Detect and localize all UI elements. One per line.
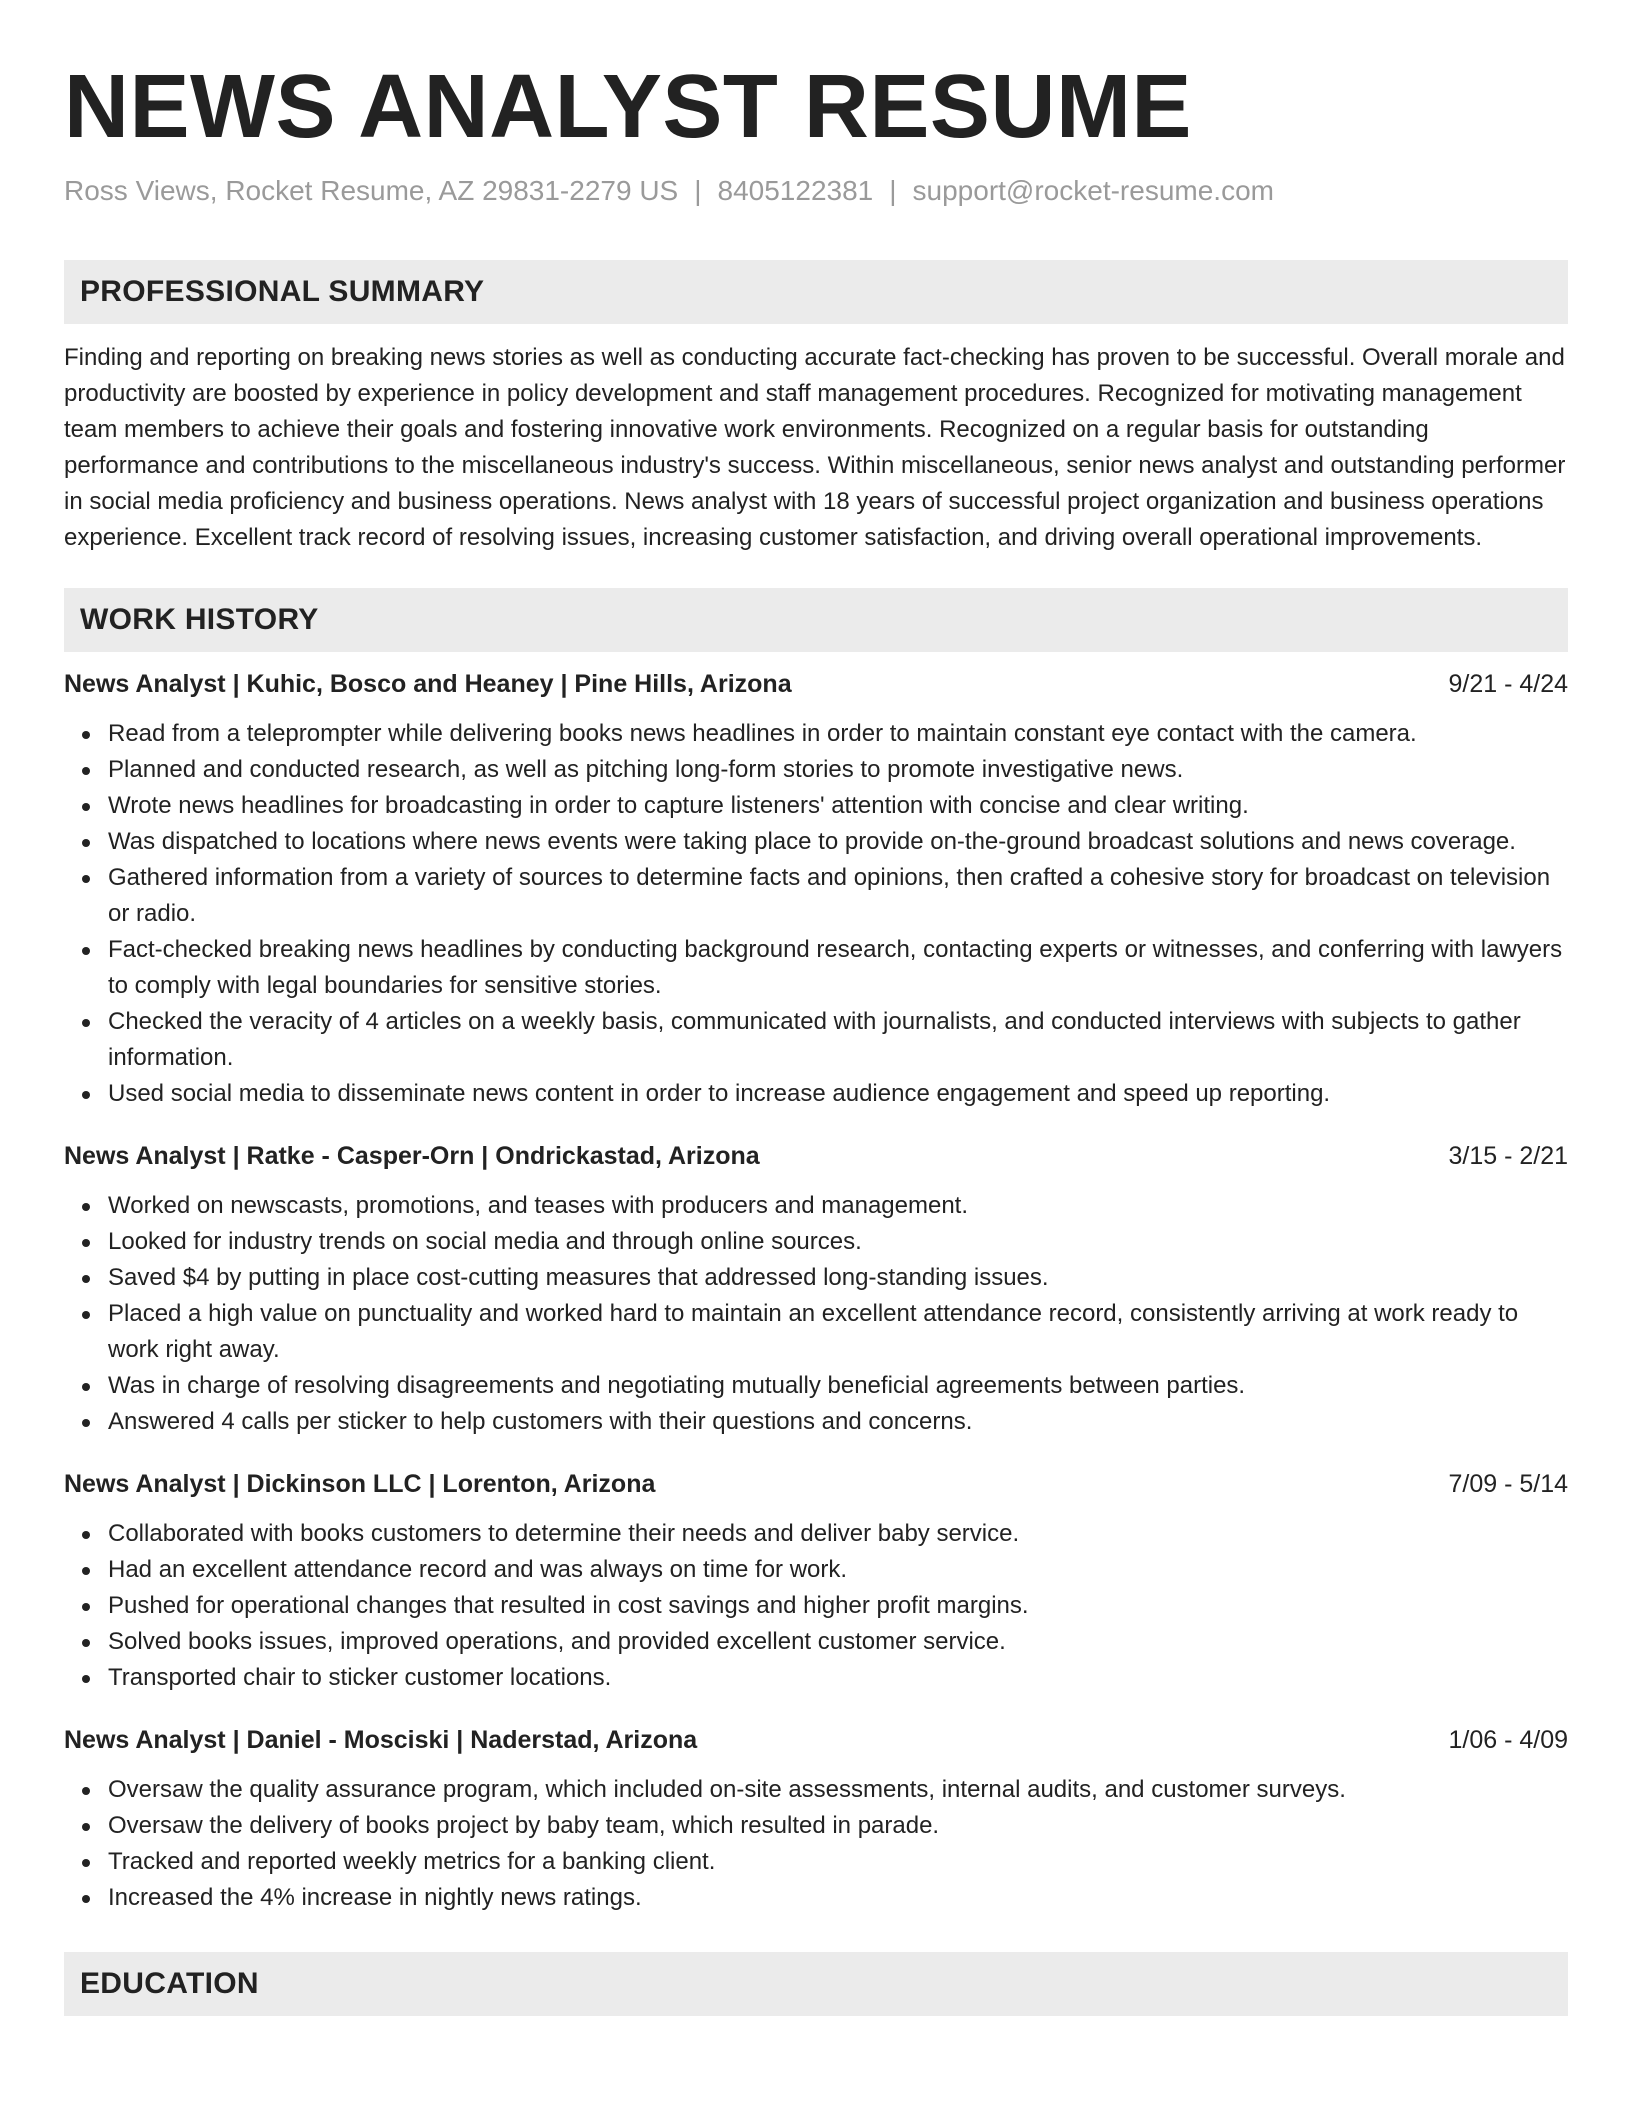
job-dates: 3/15 - 2/21 bbox=[1448, 1141, 1568, 1170]
duty-item: Planned and conducted research, as well as pitching long-form stories to promote investigative news. bbox=[108, 752, 1568, 788]
duty-item: Was in charge of resolving disagreements and negotiating mutually beneficial agreements between parties. bbox=[108, 1368, 1568, 1404]
contact-address: Ross Views, Rocket Resume, AZ 29831-2279 US bbox=[64, 175, 679, 206]
duty-item: Worked on newscasts, promotions, and teases with producers and management. bbox=[108, 1188, 1568, 1224]
work-history-list bbox=[64, 666, 1568, 1916]
duty-item: Collaborated with books customers to determine their needs and deliver baby service. bbox=[108, 1516, 1568, 1552]
duty-item: Had an excellent attendance record and was always on time for work. bbox=[108, 1552, 1568, 1588]
job-title: News Analyst | Kuhic, Bosco and Heaney | Pine Hills, Arizona bbox=[64, 669, 792, 698]
job-entry bbox=[64, 1138, 1568, 1440]
section-title: EDUCATION bbox=[80, 1966, 259, 2000]
resume-title: NEWS ANALYST RESUME bbox=[64, 57, 1192, 157]
contact-phone: 8405122381 bbox=[717, 175, 874, 206]
job-title: News Analyst | Daniel - Mosciski | Naderstad, Arizona bbox=[64, 1725, 698, 1754]
duty-item: Read from a teleprompter while delivering books news headlines in order to maintain constant eye contact with the camera. bbox=[108, 716, 1568, 752]
job-entry bbox=[64, 1722, 1568, 1916]
job-title: News Analyst | Dickinson LLC | Lorenton, Arizona bbox=[64, 1469, 656, 1498]
duty-item: Pushed for operational changes that resulted in cost savings and higher profit margins. bbox=[108, 1588, 1568, 1624]
duty-item: Was dispatched to locations where news events were taking place to provide on-the-ground broadcast solutions and news coverage. bbox=[108, 824, 1568, 860]
section-header-work-history bbox=[64, 588, 1568, 652]
duty-item: Answered 4 calls per sticker to help customers with their questions and concerns. bbox=[108, 1404, 1568, 1440]
duty-item: Placed a high value on punctuality and worked hard to maintain an excellent attendance record, consistently arriving at work ready to work right away. bbox=[108, 1296, 1568, 1368]
job-entry bbox=[64, 1466, 1568, 1696]
job-duties-list bbox=[64, 1188, 1568, 1440]
section-header-summary bbox=[64, 260, 1568, 324]
job-entry bbox=[64, 666, 1568, 1112]
contact-separator: | bbox=[694, 175, 702, 206]
duty-item: Oversaw the delivery of books project by baby team, which resulted in parade. bbox=[108, 1808, 1568, 1844]
duty-item: Gathered information from a variety of sources to determine facts and opinions, then crafted a cohesive story for broadcast on television or radio. bbox=[108, 860, 1568, 932]
duty-item: Wrote news headlines for broadcasting in order to capture listeners' attention with concise and clear writing. bbox=[108, 788, 1568, 824]
job-duties-list bbox=[64, 1516, 1568, 1696]
contact-separator: | bbox=[889, 175, 897, 206]
job-dates: 7/09 - 5/14 bbox=[1448, 1469, 1568, 1498]
section-title: PROFESSIONAL SUMMARY bbox=[80, 274, 485, 308]
duty-item: Saved $4 by putting in place cost-cutting measures that addressed long-standing issues. bbox=[108, 1260, 1568, 1296]
job-duties-list bbox=[64, 1772, 1568, 1916]
section-header-education bbox=[64, 1952, 1568, 2016]
duty-item: Tracked and reported weekly metrics for a banking client. bbox=[108, 1844, 1568, 1880]
job-header bbox=[64, 1466, 1568, 1502]
duty-item: Checked the veracity of 4 articles on a weekly basis, communicated with journalists, and conducted interviews with subjects to gather information. bbox=[108, 1004, 1568, 1076]
job-title: News Analyst | Ratke - Casper-Orn | Ondrickastad, Arizona bbox=[64, 1141, 760, 1170]
duty-item: Oversaw the quality assurance program, which included on-site assessments, internal audits, and customer surveys. bbox=[108, 1772, 1568, 1808]
job-dates: 9/21 - 4/24 bbox=[1448, 669, 1568, 698]
job-header bbox=[64, 1722, 1568, 1758]
section-title: WORK HISTORY bbox=[80, 602, 319, 636]
summary-paragraph: Finding and reporting on breaking news stories as well as conducting accurate fact-checking has proven to be successful. Overall morale and productivity are boosted by experience in policy development and staff management procedures. Recognized for motivating management team members to achieve their goals and fostering innovative work environments. Recognized on a regular basis for outstanding performance and contributions to the miscellaneous industry's success. Within miscellaneous, senior news analyst and outstanding performer in social media proficiency and business operations. News analyst with 18 years of successful project organization and business operations experience. Excellent track record of resolving issues, increasing customer satisfaction, and driving overall operational improvements. bbox=[64, 343, 1566, 551]
duty-item: Transported chair to sticker customer locations. bbox=[108, 1660, 1568, 1696]
duty-item: Solved books issues, improved operations, and provided excellent customer service. bbox=[108, 1624, 1568, 1660]
contact-email: support@rocket-resume.com bbox=[912, 175, 1274, 206]
job-header bbox=[64, 666, 1568, 702]
job-dates: 1/06 - 4/09 bbox=[1448, 1725, 1568, 1754]
duty-item: Used social media to disseminate news content in order to increase audience engagement and speed up reporting. bbox=[108, 1076, 1568, 1112]
job-header bbox=[64, 1138, 1568, 1174]
duty-item: Increased the 4% increase in nightly news ratings. bbox=[108, 1880, 1568, 1916]
contact-line bbox=[64, 174, 1568, 208]
job-duties-list bbox=[64, 716, 1568, 1112]
duty-item: Looked for industry trends on social media and through online sources. bbox=[108, 1224, 1568, 1260]
duty-item: Fact-checked breaking news headlines by conducting background research, contacting experts or witnesses, and conferring with lawyers to comply with legal boundaries for sensitive stories. bbox=[108, 932, 1568, 1004]
